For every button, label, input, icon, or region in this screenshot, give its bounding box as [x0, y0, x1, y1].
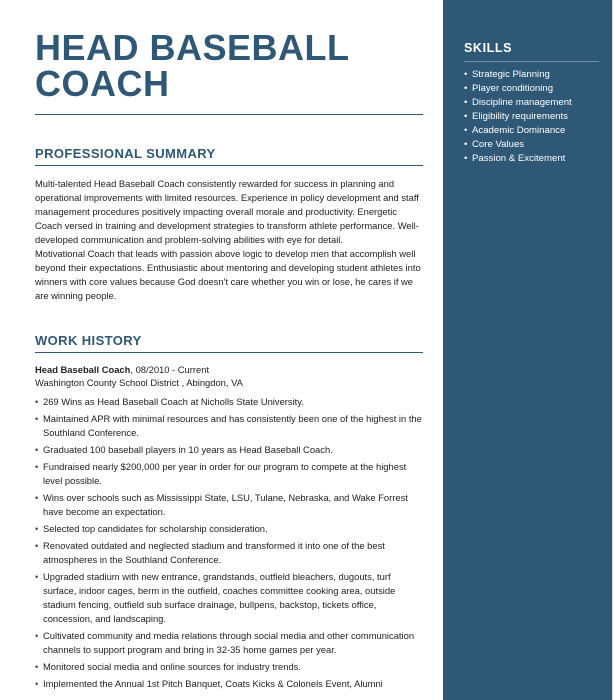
work-history-divider [35, 352, 423, 353]
employer: Washington County School District , Abingdon, VA [35, 377, 243, 388]
summary-paragraph-2: Motivational Coach that leads with passion above logic to develop men that accomplish well beyond their expectations. Enthusiastic about mentoring and developing student athletes into winners with core values because God doesn't care whether you win or lose, he cares if we are winning people. [35, 248, 421, 301]
skill-item: • Player conditioning [464, 82, 604, 96]
title-divider [35, 114, 423, 115]
work-history-section [35, 333, 423, 691]
list-item: • Renovated outdated and neglected stadium and transformed it into one of the best atmospheres in the Southland Conference. [35, 539, 423, 567]
skills-list [464, 68, 604, 166]
name-line-2: COACH [35, 63, 170, 104]
job-bullets [35, 395, 423, 691]
skills-heading: SKILLS [464, 41, 513, 55]
page-title [35, 27, 423, 104]
skill-item: • Passion & Excitement [464, 152, 604, 166]
skill-item: • Discipline management [464, 96, 604, 110]
list-item: • Cultivated community and media relations through social media and other communication channels to support program and bring in 32-35 home games per year. [35, 629, 423, 657]
job-dates: , 08/2010 - Current [130, 364, 210, 375]
list-item: • Implemented the Annual 1st Pitch Banquet, Coats Kicks & Colonels Event, Alumni [35, 677, 423, 691]
professional-summary-section [35, 146, 423, 303]
summary-paragraph-1: Multi-talented Head Baseball Coach consistently rewarded for success in planning and operational improvements with limited resources. Experience in policy development and staff management procedures positively impacting overall morale and productivity. Energetic Coach versed in training and development strategies to transform athlete performance. Well-developed communication and problem-solving abilities with eye for detail. [35, 178, 419, 245]
summary-divider [35, 165, 423, 166]
skill-item: • Academic Dominance [464, 124, 604, 138]
name-line-1: HEAD BASEBALL [35, 27, 350, 68]
summary-heading: PROFESSIONAL SUMMARY [35, 146, 216, 161]
job-title: Head Baseball Coach [35, 364, 131, 375]
list-item: • Graduated 100 baseball players in 10 years as Head Baseball Coach. [35, 443, 423, 457]
skills-divider [464, 61, 599, 62]
list-item: • Fundraised nearly $200,000 per year in order for our program to compete at the highest level possible. [35, 460, 423, 488]
list-item: • Monitored social media and online sources for industry trends. [35, 660, 423, 674]
list-item: • Selected top candidates for scholarship consideration. [35, 522, 423, 536]
job-header [35, 364, 423, 376]
skill-item: • Strategic Planning [464, 68, 604, 82]
skill-item: • Core Values [464, 138, 604, 152]
summary-paragraph [35, 177, 423, 303]
list-item: • Wins over schools such as Mississippi State, LSU, Tulane, Nebraska, and Wake Forrest have become an expectation. [35, 491, 423, 519]
list-item: • Upgraded stadium with new entrance, grandstands, outfield bleachers, dugouts, turf surface, indoor cages, berm in the outfield, coaches committee cooking area, outside stadium fencing, outfield sub surface drainage, bullpens, backstop, tickets office, concession, and landscaping. [35, 570, 423, 626]
skills-sidebar [443, 0, 612, 700]
list-item: • 269 Wins as Head Baseball Coach at Nicholls State University. [35, 395, 423, 409]
list-item: • Maintained APR with minimal resources and has consistently been one of the highest in the Southland Conference. [35, 412, 423, 440]
work-history-heading: WORK HISTORY [35, 333, 142, 348]
main-column [35, 27, 423, 694]
skill-item: • Eligibility requirements [464, 110, 604, 124]
